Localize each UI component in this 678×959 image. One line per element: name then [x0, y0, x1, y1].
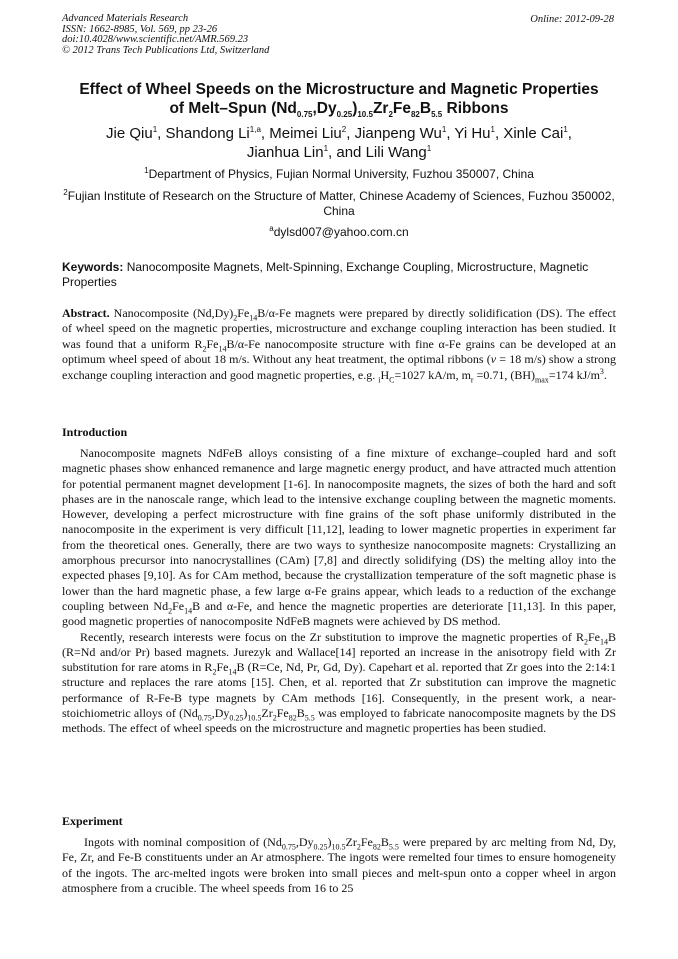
journal-name: Advanced Materials Research	[62, 13, 189, 24]
journal-doi[interactable]: doi:10.4028/www.scientific.net/AMR.569.23	[62, 34, 249, 46]
keywords-label: Keywords:	[62, 260, 124, 274]
affiliation-1: $^1$Department of Physics, Fujian Normal University, Fuzhou 350007, China	[144, 166, 534, 181]
experiment-paragraph: Ingots with nominal composition of $(Nd_{0.75},Dy_{0.25})_{10.5}Zr_2Fe_{82}B_{5.5}$ were prepared by arc melting from Nd, Dy, Fe, Zr, and Fe-B constituents under an Ar atmosphere. The ingots were remelted four times to ensure homogeneity of the ingots. The arc-melted ingots were broken into small pieces and melt-spun onto a copper wheel in argon atmosphere from a crucible. The wheel speeds from 16 to 25	[62, 835, 616, 895]
intro-paragraph-1: Nanocomposite magnets NdFeB alloys consisting of a fine mixture of exchange–coupled hard and soft magnetic phases show enhanced remanence and large magnetic energy product, and have attracted much attention for potential permanent magnet development [1-6]. In nanocomposite magnets, the sizes of both the hard and soft phases are in the nanoscale range, which lead to the intensive exchange coupling between the magnetic moments. However, developing a perfect microstructure with fine grains of the soft phase uniformly distributed in the nanocomposite in the experiment is very difficult [11,12], leading to lower magnetic properties in experiment far from the theoretical ones. Generally, there are two ways to synthesize nanocomposite magnets: Crystallizing an amorphous precursor into nanocrystallines (CAm) [7,8] and directly solidifying (DS) the melting alloy into the expected phases [9,10]. As for CAm method, because the crystallization temperature of the soft magnetic phase is lower than the hard magnetic phase, a few large α-Fe grains appear, which leads to a reduction of the exchange coupling between $Nd_2Fe_{14}B$ and α-Fe, and hence the magnetic properties are deteriorate [11,13]. In this paper, good magnetic properties of nanocomposite NdFeB magnets were achieved by DS method.	[62, 446, 617, 629]
abstract: Abstract. Nanocomposite $(Nd,Dy)_2Fe_{14}B/\alpha-Fe$ magnets were prepared by directly solidification (DS). The effect of wheel speed on the magnetic properties, microstructure and exchange coupling interaction has been studied. It was found that a uniform $R_2Fe_{14}B/\alpha-Fe$ nanocomposite structure with fine α-Fe grains can be developed at an optimum wheel speed of about 18 m/s. Without any heat treatment, the optimal ribbons (v = 18 m/s) show a strong exchange coupling interaction and good magnetic properties, e.g. $_iH_C=1027$ kA/m, $m_r =0.71$, $(BH)_{max}=174$ $kJ/m^3$.	[62, 306, 616, 385]
journal-header	[62, 14, 422, 56]
affiliation-2: $^2$Fujian Institute of Research on the Structure of Matter, Chinese Academy of Sciences, Fuzhou 350002, China	[63, 188, 615, 218]
author: Jie Qiu	[106, 125, 153, 142]
author: Xinle Cai	[503, 125, 564, 142]
keywords-text: Nanocomposite Magnets, Melt-Spinning, Exchange Coupling, Microstructure, Magnetic Properties	[62, 260, 589, 289]
author: Shandong Li	[165, 125, 250, 142]
author-list: Jie Qiu$^1$, Shandong Li$^{1,a}$, Meimei Liu$^2$, Jianpeng Wu$^1$, Yi Hu$^1$, Xinle Cai$^1$, Jianhua Lin$^1$, and Lili Wang$^1$	[106, 125, 572, 161]
online-date: Online: 2012-09-28	[530, 14, 614, 25]
experiment-body	[62, 835, 616, 896]
introduction-body	[62, 446, 616, 737]
author: Jianpeng Wu	[354, 125, 442, 142]
intro-paragraph-2: Recently, research interests were focus on the Zr substitution to improve the magnetic properties of $R_2Fe_{14}B$ (R=Nd and/or Pr) based magnets. Jurezyk and Wallace[14] reported an increase in the anisotropy field with Zr substitution for rare atoms in $R_2Fe_{14}B$ (R=Ce, Nd, Pr, Gd, Dy). Capehart et al. reported that Zr goes into the 2:14:1 structure and replaces the rare atoms [15]. Chen, et al. reported that Zr substitution can improve the magnetic performance of R-Fe-B type magnets by CAm methods [16]. Consequently, in the present work, a near-stoichiometric alloys of $(Nd_{0.75},Dy_{0.25})_{10.5}Zr_2Fe_{82}B_{5.5}$ was employed to fabricate nanocomposite magnets by the DS methods. The effect of wheel speeds on the microstructure and magnetic properties has been studied.	[62, 629, 616, 736]
author-email[interactable]: $^a$dylsd007@yahoo.com.cn	[269, 224, 409, 239]
keywords	[62, 260, 616, 290]
author: Yi Hu	[454, 125, 491, 142]
paper-title	[62, 80, 616, 118]
experiment-heading: Experiment	[62, 814, 123, 828]
journal-copyright: © 2012 Trans Tech Publications Ltd, Switzerland	[62, 44, 270, 56]
introduction-heading: Introduction	[62, 425, 128, 439]
title-line-1: Effect of Wheel Speeds on the Microstructure and Magnetic Properties	[79, 81, 599, 98]
author: Meimei Liu	[269, 125, 342, 142]
author: Jianhua Lin	[246, 144, 324, 161]
title-line-2: of Melt–Spun $(Nd_{0.75},Dy_{0.25})_{10.5}Zr_2Fe_{82}B_{5.5}$ Ribbons	[169, 100, 509, 120]
author: Lili Wang	[365, 144, 427, 161]
abstract-label: Abstract.	[62, 306, 110, 320]
journal-issn: ISSN: 1662-8985, Vol. 569, pp 23-26	[62, 23, 218, 35]
